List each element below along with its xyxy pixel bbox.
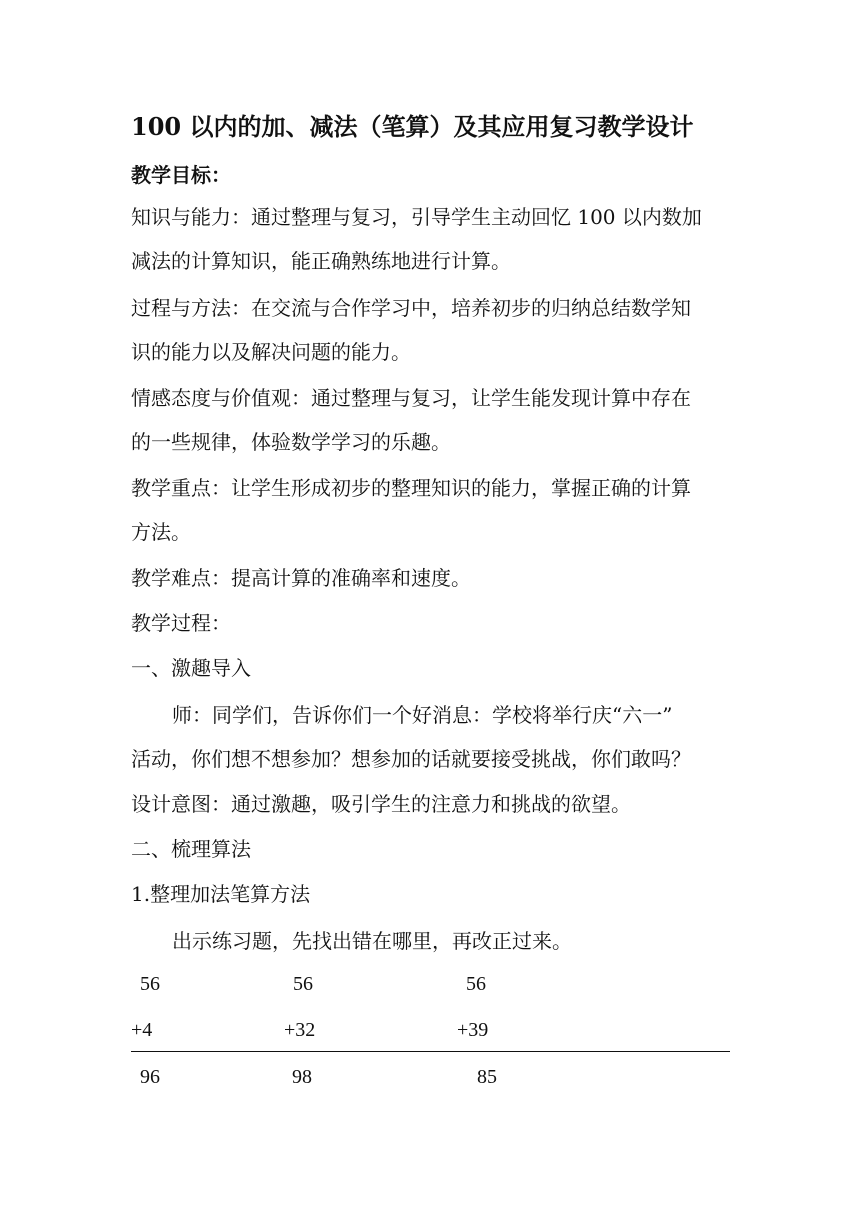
process-objective-line-2: 识的能力以及解决问题的能力。 [131,340,411,364]
difficulty-line: 教学难点：提高计算的准确率和速度。 [131,566,471,590]
problem-1-addend: +4 [131,1019,153,1041]
process-objective-line-1: 过程与方法：在交流与合作学习中，培养初步的归纳总结数学知 [131,296,691,320]
design-intent: 设计意图：通过激趣，吸引学生的注意力和挑战的欲望。 [131,792,631,816]
problem-2-top-number: 56 [293,973,313,995]
sum-divider-line [131,1051,730,1052]
problem-1-result: 96 [140,1066,160,1088]
section-1-heading: 一、激趣导入 [131,656,251,680]
subsection-1-heading: 1.整理加法笔算方法 [131,882,311,906]
key-point-line-1: 教学重点：让学生形成初步的整理知识的能力，掌握正确的计算 [131,476,691,500]
procedure-heading: 教学过程： [131,611,231,635]
problem-2-addend: +32 [284,1019,316,1041]
exercise-intro: 出示练习题，先找出错在哪里，再改正过来。 [172,929,572,953]
emotion-objective-line-2: 的一些规律，体验数学学习的乐趣。 [131,430,451,454]
emotion-objective-line-1: 情感态度与价值观：通过整理与复习，让学生能发现计算中存在 [131,386,691,410]
teacher-speech-line-2: 活动，你们想不想参加？想参加的话就要接受挑战，你们敢吗？ [131,747,691,771]
problem-1-top-number: 56 [140,973,160,995]
document-title: 100 以内的加、减法（笔算）及其应用复习教学设计 [131,112,694,141]
knowledge-objective-line-1: 知识与能力：通过整理与复习，引导学生主动回忆 100 以内数加 [131,205,702,229]
problem-2-result: 98 [292,1066,312,1088]
problem-3-result: 85 [477,1066,497,1088]
teacher-speech-line-1: 师：同学们，告诉你们一个好消息：学校将举行庆“六一” [172,703,673,727]
problem-3-addend: +39 [457,1019,489,1041]
key-point-line-2: 方法。 [131,520,191,544]
problem-3-top-number: 56 [466,973,486,995]
objectives-heading: 教学目标： [131,163,231,187]
knowledge-objective-line-2: 减法的计算知识，能正确熟练地进行计算。 [131,249,511,273]
section-2-heading: 二、梳理算法 [131,837,251,861]
